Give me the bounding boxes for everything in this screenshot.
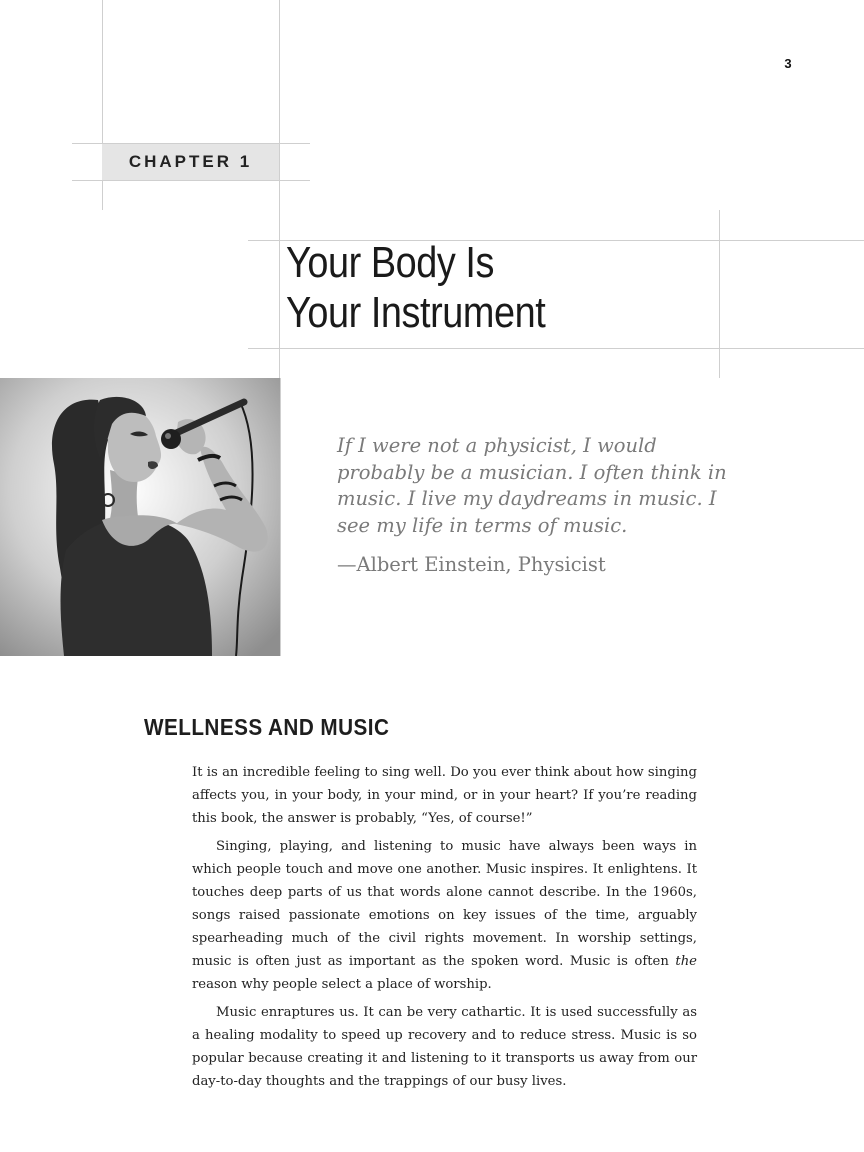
rule-vertical-right xyxy=(719,210,720,378)
rule-horizontal-title-bottom xyxy=(248,348,864,349)
paragraph-2 xyxy=(192,835,697,996)
chapter-title-line-1: Your Body Is xyxy=(286,238,495,287)
chapter-title xyxy=(286,238,545,338)
epigraph xyxy=(337,433,737,576)
chapter-label: CHAPTER 1 xyxy=(102,144,279,180)
body-text xyxy=(192,761,697,1098)
epigraph-attribution: —Albert Einstein, Physicist xyxy=(337,553,606,576)
epigraph-quote: If I were not a physicist, I would probably be a musician. I often think in music. I live my daydreams in music. I see my life in terms of music. xyxy=(337,434,727,537)
paragraph-2-text-before: Singing, playing, and listening to music have always been ways in which people touch and move one another. Music inspires. It enlightens. It touches deep parts of us that words alone cannot describe. In the 1960s, songs raised passionate emotions on key issues of the time, arguably spearheading much of the civil rights movement. In worship settings, music is often just as important as the spoken word. Music is often xyxy=(192,839,697,969)
chapter-title-line-2: Your Instrument xyxy=(286,288,546,337)
section-heading: WELLNESS AND MUSIC xyxy=(144,714,390,740)
paragraph-2-emphasis: the xyxy=(675,954,697,969)
paragraph-2-text-after: reason why people select a place of worship. xyxy=(192,977,492,992)
rule-horizontal-chapter-bottom xyxy=(72,180,310,181)
page-number: 3 xyxy=(784,56,792,71)
singer-illustration xyxy=(0,378,281,656)
singer-with-microphone-icon xyxy=(0,378,280,656)
paragraph-1: It is an incredible feeling to sing well. Do you ever think about how singing affects you, in your body, in your mind, or in your heart? If you’re reading this book, the answer is probably, “Yes, of course!” xyxy=(192,765,697,826)
paragraph-3: Music enraptures us. It can be very cathartic. It is used successfully as a healing modality to speed up recovery and to reduce stress. Music is so popular because creating it and listening to it transports us away from our day-to-day thoughts and the trappings of our busy lives. xyxy=(192,1005,697,1089)
rule-vertical-center xyxy=(279,0,280,378)
